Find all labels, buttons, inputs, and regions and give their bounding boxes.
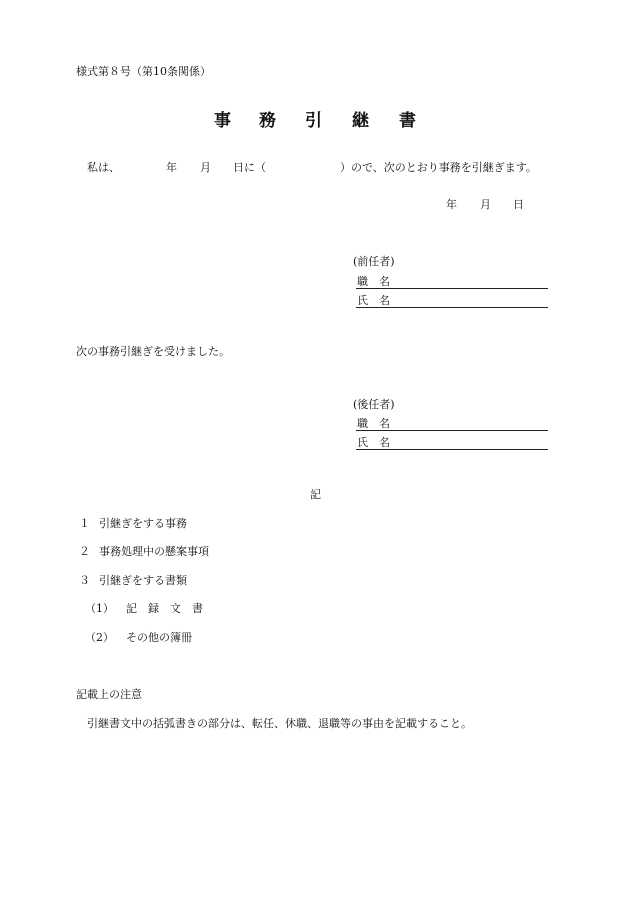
successor-name-label: 氏 名 — [357, 436, 390, 449]
predecessor-name-underline — [356, 307, 548, 308]
predecessor-position-underline — [356, 288, 548, 289]
title-char-3: 引 — [305, 111, 322, 131]
successor-name-underline — [356, 449, 548, 450]
statement-month: 月 — [200, 161, 211, 174]
predecessor-heading: (前任者) — [353, 255, 395, 268]
form-number: 様式第８号（第10条関係） — [76, 65, 211, 78]
sub-item-label: 記 録 文 書 — [126, 602, 203, 615]
sub-item-label: その他の簿冊 — [126, 631, 192, 644]
date-day: 日 — [513, 198, 524, 211]
notes-heading: 記載上の注意 — [76, 688, 142, 701]
statement-reason-close: ）ので、次のとおり事務を引継ぎます。 — [340, 161, 537, 174]
sub-item-number: （1） — [85, 602, 114, 615]
title-char-1: 事 — [214, 111, 231, 131]
record-heading: 記 — [310, 488, 321, 501]
predecessor-name-label: 氏 名 — [357, 294, 390, 307]
date-month: 月 — [480, 198, 491, 211]
title-char-4: 継 — [352, 111, 369, 131]
sub-item-number: （2） — [85, 631, 114, 644]
date-year: 年 — [446, 198, 457, 211]
item-label: 引継ぎをする事務 — [99, 517, 187, 530]
item-number: ３ — [79, 574, 90, 587]
successor-heading: (後任者) — [353, 398, 395, 411]
item-number: １ — [79, 517, 90, 530]
predecessor-position-label: 職 名 — [357, 275, 390, 288]
successor-position-underline — [356, 430, 548, 431]
title-char-2: 務 — [259, 111, 276, 131]
successor-position-label: 職 名 — [357, 417, 390, 430]
item-label: 事務処理中の懸案事項 — [99, 545, 209, 558]
statement-subject: 私は、 — [87, 161, 120, 174]
item-label: 引継ぎをする書類 — [99, 574, 187, 587]
statement-year: 年 — [166, 161, 177, 174]
title-char-5: 書 — [399, 111, 416, 131]
item-number: ２ — [79, 545, 90, 558]
notes-text: 引継書文中の括弧書きの部分は、転任、休職、退職等の事由を記載すること。 — [87, 717, 472, 730]
acceptance-text: 次の事務引継ぎを受けました。 — [76, 345, 230, 358]
statement-day: 日に（ — [233, 161, 266, 174]
